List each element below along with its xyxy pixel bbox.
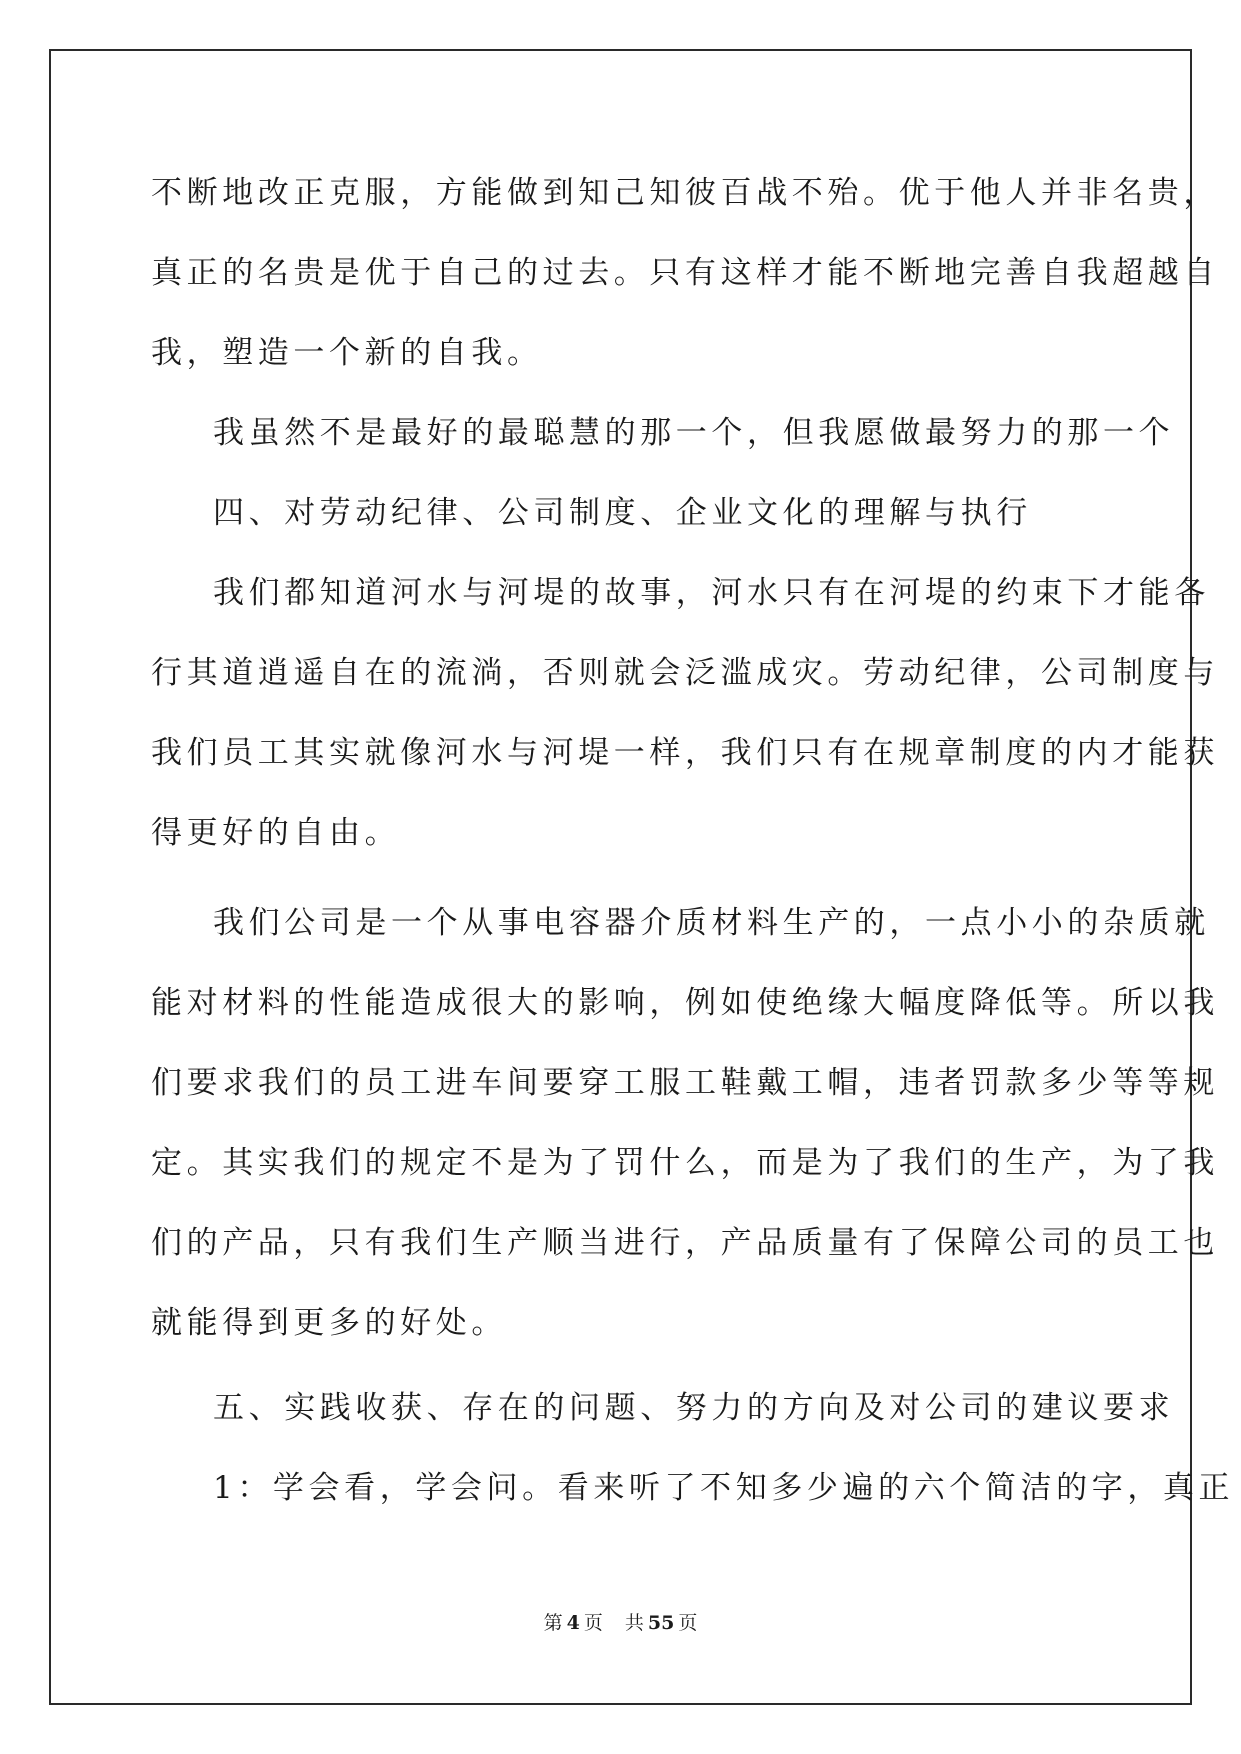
text-line: 能对材料的性能造成很大的影响，例如使绝缘大幅度降低等。所以我 (151, 985, 1219, 1021)
text-line: 们要求我们的员工进车间要穿工服工鞋戴工帽，违者罚款多少等等规 (151, 1065, 1219, 1101)
text-line: 们的产品，只有我们生产顺当进行，产品质量有了保障公司的员工也 (151, 1225, 1219, 1261)
footer-total-unit: 页 (678, 1612, 698, 1634)
footer-total-prefix: 共 (624, 1612, 644, 1634)
text-line: 行其道逍遥自在的流淌，否则就会泛滥成灾。劳动纪律，公司制度与 (151, 655, 1219, 691)
text-line: 定。其实我们的规定不是为了罚什么，而是为了我们的生产，为了我 (151, 1145, 1219, 1181)
text-line: 我，塑造一个新的自我。 (151, 335, 543, 371)
text-line: 我们公司是一个从事电容器介质材料生产的，一点小小的杂质就 (213, 905, 1210, 941)
text-line: 真正的名贵是优于自己的过去。只有这样才能不断地完善自我超越自 (151, 255, 1219, 291)
text-line: 我虽然不是最好的最聪慧的那一个，但我愿做最努力的那一个 (213, 415, 1175, 451)
text-line: 不断地改正克服，方能做到知己知彼百战不殆。优于他人并非名贵， (151, 175, 1219, 211)
text-line: 得更好的自由。 (151, 815, 401, 851)
text-line: 我们都知道河水与河堤的故事，河水只有在河堤的约束下才能各 (213, 575, 1210, 611)
total-pages-number: 55 (647, 1612, 675, 1634)
footer-prefix: 第 (543, 1612, 563, 1634)
text-line: 就能得到更多的好处。 (151, 1305, 507, 1341)
text-line: 我们员工其实就像河水与河堤一样，我们只有在规章制度的内才能获 (151, 735, 1219, 771)
section-heading: 五、实践收获、存在的问题、努力的方向及对公司的建议要求 (213, 1390, 1175, 1426)
footer-page-unit: 页 (583, 1612, 603, 1634)
text-line: 1：学会看，学会问。看来听了不知多少遍的六个简洁的字，真正 (213, 1470, 1235, 1506)
current-page-number: 4 (566, 1612, 580, 1634)
page-footer (0, 1610, 1241, 1636)
section-heading: 四、对劳动纪律、公司制度、企业文化的理解与执行 (213, 495, 1032, 531)
